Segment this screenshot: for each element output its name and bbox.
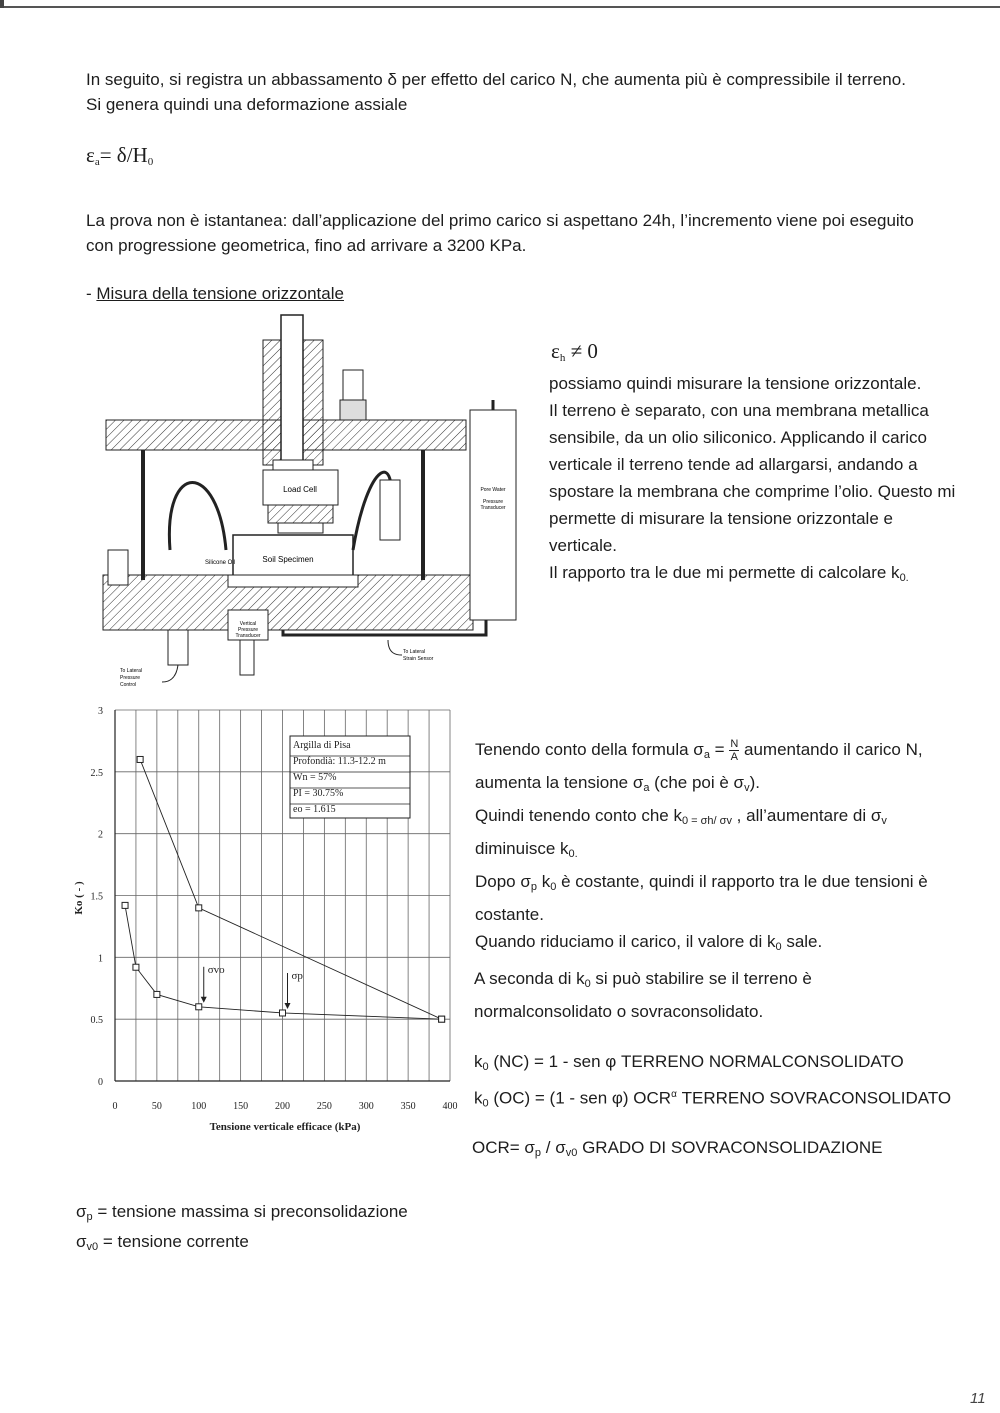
x-tick-label: 250 — [316, 1101, 332, 1112]
ocr-formula: $OCR= \sigma_p / \sigma_{v0}$ GRADO DI SOVRACONSOLIDAZIONE — [472, 1138, 883, 1159]
annotation-label: σvo — [207, 963, 225, 976]
info-line-3: Wn = 57% — [293, 772, 337, 783]
x-tick-label: 0 — [112, 1101, 118, 1112]
formula-explanation: Tenendo conto della formula $\sigma_a$ = $\frac{N}{A}$ aumentando il carico N, aumenta la tensione $\sigma_a$ (che poi è $\sigma_v$). Quindi tenendo conto che $k_{0 = \sigma h/ \sigma v}$ , all’aumentare di $\sigma_v$ diminuisce $k_{0.}$ Dopo $\sigma_p$ $k_0$ è costante, quindi il rapporto tra le due tensioni è costante. Quando riduciamo il carico, il valore di $k_0$ sale. — [475, 738, 928, 953]
x-tick-label: 50 — [151, 1101, 162, 1112]
x-tick-label: 100 — [191, 1101, 207, 1112]
soil-specimen-label: Soil Specimen — [262, 555, 314, 564]
data-point — [122, 902, 128, 908]
consolidation-explanation: A seconda di $k_0$ si può stabilire se il terreno è normalconsolidato o sovraconsolidato. — [474, 969, 812, 1021]
test-duration-para-2: con progressione geometrica, fino ad arrivare a 3200 KPa. — [86, 236, 527, 255]
oedometer-apparatus-diagram — [98, 310, 518, 690]
x-axis-label: Tensione verticale efficace (kPa) — [209, 1121, 361, 1133]
n-over-a-fraction: $\frac{N}{A}$ — [730, 738, 739, 764]
silicone-oil-label: Silicone Oil — [204, 560, 236, 566]
lateral-pressure-label-3: Control — [120, 682, 137, 688]
y-tick-label: 1 — [98, 953, 103, 965]
intro-line-2: Si genera quindi una deformazione assiale — [86, 95, 408, 114]
page-number: 11 — [970, 1390, 986, 1407]
y-tick-label: 1.5 — [90, 891, 103, 903]
lateral-pressure-label-1: To Lateral — [120, 668, 142, 674]
y-tick-label: 0 — [98, 1077, 103, 1088]
info-line-2: Profondià: 11.3-12.2 m — [293, 756, 386, 767]
ko-formulas: $k_0$ (NC) = 1 - sen φ TERRENO NORMALCONSOLIDATO $k_0$ (OC) = (1 - sen φ) $OCR^\alpha$ TERRENO SOVRACONSOLIDATO — [474, 1052, 952, 1110]
pore-water-label-2: Pressure — [482, 499, 504, 505]
test-duration-para-1: La prova non è istantanea: dall’applicazione del primo carico si aspettano 24h, l’incremento viene poi eseguito — [86, 211, 914, 230]
x-tick-label: 300 — [358, 1101, 374, 1112]
x-tick-label: 350 — [400, 1101, 416, 1112]
y-tick-label: 3 — [98, 706, 103, 717]
y-tick-label: 0.5 — [90, 1015, 103, 1027]
series-line — [125, 905, 442, 1019]
right-description: possiamo quindi misurare la tensione orizzontale. Il terreno è separato, con una membrana metallica sensibile, da un olio siliconico. Applicando il carico verticale il terreno tende ad allargarsi, andando a spostare la membrana che comprime l’olio. Questo mi permette di misurare la tensione orizzontale e verticale. Il rapporto tra le due mi permette di calcolare $k_{0.}$ — [549, 374, 956, 584]
horizontal-strain-formula: $\varepsilon_h \ne 0$ — [551, 339, 598, 364]
x-tick-label: 200 — [275, 1101, 290, 1112]
annotation-arrowhead — [285, 1003, 291, 1009]
y-tick-label: 2.5 — [90, 767, 103, 779]
data-point — [280, 1010, 286, 1016]
intro-line-1: In seguito, si registra un abbassamento δ per effetto del carico N, che aumenta più è compressibile il terreno. — [86, 70, 906, 89]
info-line-1: Argilla di Pisa — [293, 740, 351, 751]
ko-chart — [60, 698, 460, 1148]
y-tick-label: 2 — [98, 829, 103, 841]
pore-water-label-3: Transducer — [480, 505, 506, 511]
annotation-arrowhead — [201, 997, 207, 1003]
corner-mark — [0, 0, 4, 8]
axial-strain-formula: $\varepsilon_a= \delta/H_0$ — [86, 143, 154, 168]
vertical-transducer-label-2: Pressure — [237, 627, 259, 633]
sigma-v0-definition: $\sigma_{v0}$ = tensione corrente — [76, 1232, 249, 1253]
lateral-strain-label-1: To Lateral — [403, 649, 425, 655]
x-tick-label: 400 — [442, 1101, 458, 1112]
sigma-p-definition: $\sigma_p$ = tensione massima si preconsolidazione — [76, 1202, 408, 1223]
data-point — [439, 1016, 445, 1022]
vertical-transducer-label-3: Transducer — [235, 633, 261, 639]
x-tick-label: 150 — [233, 1101, 249, 1112]
data-point — [196, 905, 202, 911]
vertical-transducer-label-1: Vertical — [239, 621, 257, 627]
pore-water-label-1: Pore Water — [480, 487, 506, 493]
data-point — [137, 756, 143, 762]
data-point — [133, 964, 139, 970]
annotation-label: σp — [291, 969, 303, 982]
data-point — [196, 1004, 202, 1010]
top-border-line — [0, 6, 1000, 8]
lateral-strain-label-2: Strain Sensor — [403, 656, 434, 662]
info-line-5: eo = 1.615 — [293, 804, 336, 815]
load-cell-label: Load Cell — [283, 485, 317, 494]
section-heading: - Misura della tensione orizzontale — [86, 284, 344, 303]
data-point — [154, 991, 160, 997]
info-line-4: PI = 30.75% — [293, 788, 344, 799]
y-axis-label: Ko ( - ) — [73, 881, 85, 915]
lateral-pressure-label-2: Pressure — [120, 675, 141, 681]
